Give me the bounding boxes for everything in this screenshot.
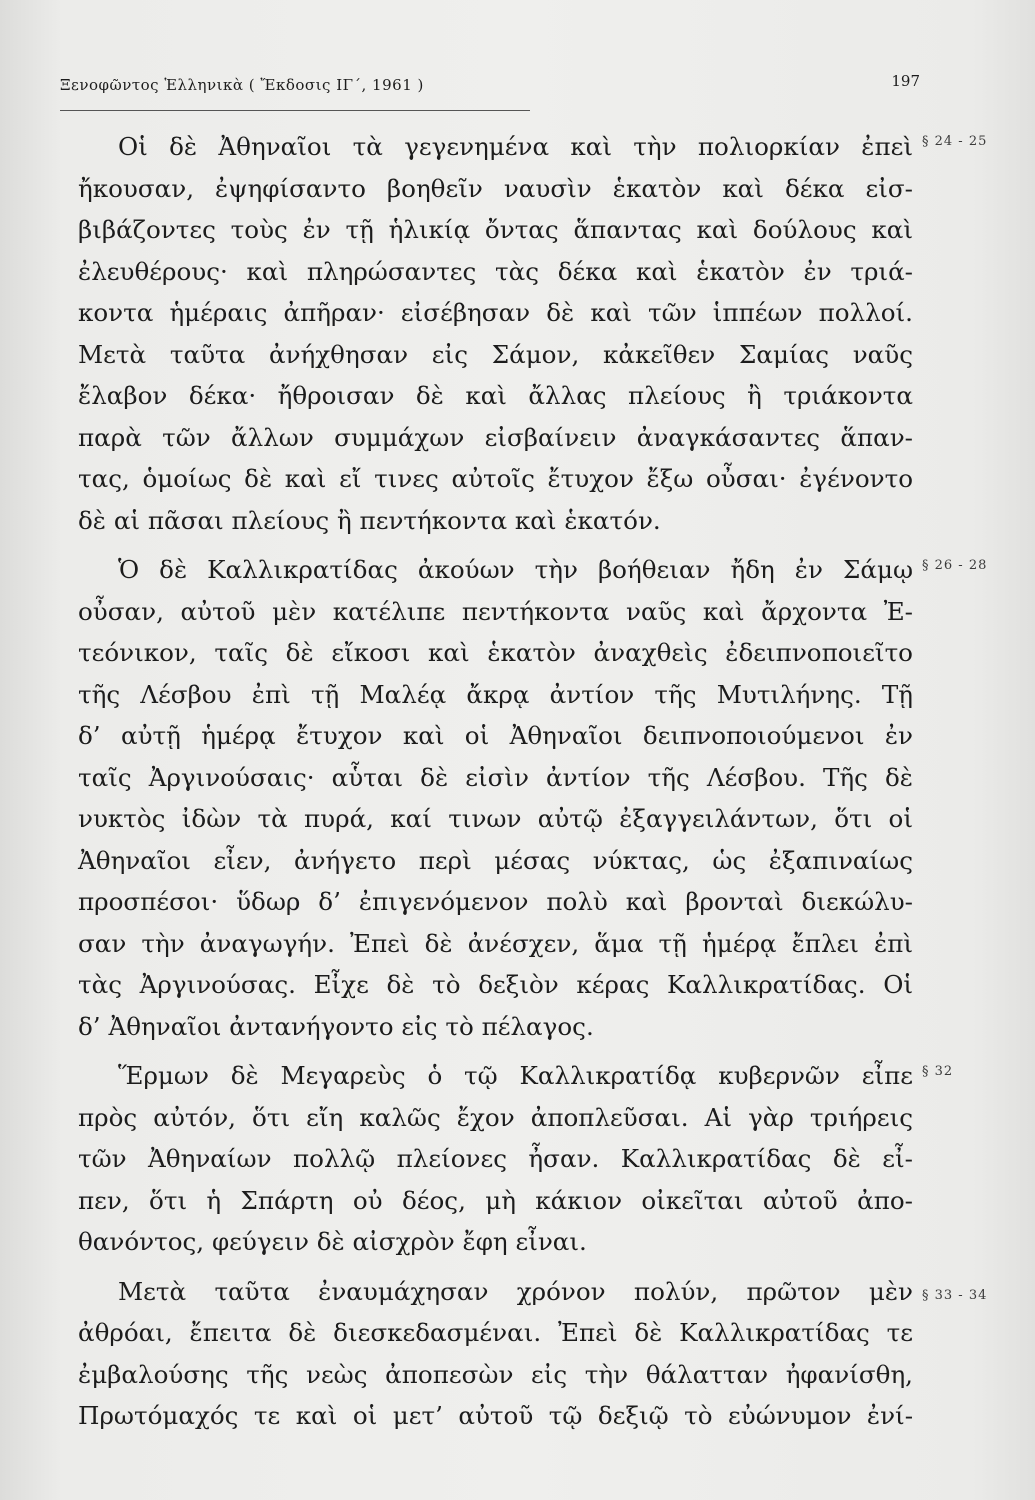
section-ref-2: § 26 - 28 bbox=[922, 558, 988, 573]
text-line: δὲ αἱ πᾶσαι πλείους ἢ πεντήκοντα καὶ ἑκατόν. bbox=[78, 505, 661, 535]
text-line: ταῖς Ἀργινούσαις· αὗται δὲ εἰσὶν ἀντίον τῆς Λέσβου. Τῆς δὲ bbox=[78, 762, 913, 792]
text-line: πρὸς αὐτόν, ὅτι εἴη καλῶς ἔχον ἀποπλεῦσαι. Αἱ γὰρ τριήρεις bbox=[78, 1102, 913, 1132]
text-line: δ’ Ἀθηναῖοι ἀντανήγοντο εἰς τὸ πέλαγος. bbox=[78, 1011, 594, 1041]
text-line: ἐμβαλούσης τῆς νεὼς ἀποπεσὼν εἰς τὴν θάλατταν ἠφανίσθη, bbox=[78, 1359, 913, 1389]
text-line: ἀθρόαι, ἔπειτα δὲ διεσκεδασμέναι. Ἐπεὶ δὲ Καλλικρατίδας τε bbox=[78, 1318, 913, 1347]
text-line: ἐλευθέρους· καὶ πληρώσαντες τὰς δέκα καὶ ἑκατὸν ἐν τριά- bbox=[78, 256, 913, 286]
paragraph-1 bbox=[78, 126, 913, 541]
text-line: παρὰ τῶν ἄλλων συμμάχων εἰσβαίνειν ἀναγκάσαντες ἅπαν- bbox=[78, 422, 913, 452]
text-line: ἔλαβον δέκα· ἤθροισαν δὲ καὶ ἄλλας πλείους ἢ τριάκοντα bbox=[78, 381, 913, 410]
text-line: Ἕρμων δὲ Μεγαρεὺς ὁ τῷ Καλλικρατίδᾳ κυβερνῶν εἶπε bbox=[118, 1061, 913, 1090]
text-line: Οἱ δὲ Ἀθηναῖοι τὰ γεγενημένα καὶ τὴν πολιορκίαν ἐπεὶ bbox=[118, 132, 913, 161]
text-line: Πρωτόμαχός τε καὶ οἱ μετ’ αὐτοῦ τῷ δεξιῷ τὸ εὐώνυμον ἐνί- bbox=[78, 1401, 913, 1430]
text-line: τας, ὁμοίως δὲ καὶ εἴ τινες αὐτοῖς ἔτυχον ἔξω οὖσαι· ἐγένοντο bbox=[78, 464, 913, 493]
text-line: ἤκουσαν, ἐψηφίσαντο βοηθεῖν ναυσὶν ἑκατὸν καὶ δέκα εἰσ- bbox=[78, 173, 913, 203]
text-line: προσπέσοι· ὕδωρ δ’ ἐπιγενόμενον πολὺ καὶ βρονταὶ διεκώλυ- bbox=[78, 887, 913, 916]
text-line: βιβάζοντες τοὺς ἐν τῇ ἡλικίᾳ ὄντας ἅπαντας καὶ δούλους καὶ bbox=[78, 215, 913, 244]
text-line: τῶν Ἀθηναίων πολλῷ πλείονες ἦσαν. Καλλικρατίδας δὲ εἶ- bbox=[78, 1144, 913, 1173]
text-line: τὰς Ἀργινούσας. Εἶχε δὲ τὸ δεξιὸν κέρας Καλλικρατίδας. Οἱ bbox=[78, 970, 913, 999]
section-ref-4: § 33 - 34 bbox=[922, 1288, 988, 1303]
paragraph-2 bbox=[78, 549, 913, 1047]
paragraph-3 bbox=[78, 1055, 913, 1263]
body-text bbox=[78, 126, 913, 1437]
text-line: Μετὰ ταῦτα ἀνήχθησαν εἰς Σάμον, κἀκεῖθεν Σαμίας ναῦς bbox=[78, 339, 913, 369]
text-line: δ’ αὐτῇ ἡμέρᾳ ἔτυχον καὶ οἱ Ἀθηναῖοι δειπνοποιούμενοι ἐν bbox=[78, 721, 913, 750]
section-ref-1: § 24 - 25 bbox=[922, 134, 988, 149]
running-title: Ξενοφῶντος Ἑλληνικὰ ( Ἔκδοσις ΙΓ΄, 1961 ) bbox=[60, 76, 424, 94]
text-line: σαν τὴν ἀναγωγήν. Ἐπεὶ δὲ ἀνέσχεν, ἅμα τῇ ἡμέρᾳ ἔπλει ἐπὶ bbox=[78, 928, 913, 958]
text-line: νυκτὸς ἰδὼν τὰ πυρά, καί τινων αὐτῷ ἐξαγγειλάντων, ὅτι οἱ bbox=[78, 804, 913, 833]
text-line: Μετὰ ταῦτα ἐναυμάχησαν χρόνον πολύν, πρῶτον μὲν bbox=[118, 1276, 913, 1306]
text-line: πεν, ὅτι ἡ Σπάρτη οὐ δέος, μὴ κάκιον οἰκεῖται αὐτοῦ ἀπο- bbox=[78, 1185, 913, 1215]
text-line: τῆς Λέσβου ἐπὶ τῇ Μαλέᾳ ἄκρᾳ ἀντίον τῆς Μυτιλήνης. Τῇ bbox=[78, 679, 913, 709]
paragraph-4 bbox=[78, 1271, 913, 1437]
text-line: τεόνικον, ταῖς δὲ εἴκοσι καὶ ἑκατὸν ἀναχθεὶς ἐδειπνοποιεῖτο bbox=[78, 638, 913, 667]
section-ref-3: § 32 bbox=[922, 1064, 954, 1079]
page-number: 197 bbox=[891, 72, 920, 90]
running-head bbox=[60, 72, 920, 112]
text-line: κοντα ἡμέραις ἀπῆραν· εἰσέβησαν δὲ καὶ τῶν ἱππέων πολλοί. bbox=[78, 298, 913, 327]
header-rule bbox=[60, 110, 530, 111]
text-line: Ὁ δὲ Καλλικρατίδας ἀκούων τὴν βοήθειαν ἤδη ἐν Σάμῳ bbox=[118, 555, 913, 584]
text-line: Ἀθηναῖοι εἶεν, ἀνήγετο περὶ μέσας νύκτας, ὡς ἐξαπιναίως bbox=[78, 845, 913, 875]
text-line: θανόντος, φεύγειν δὲ αἰσχρὸν ἔφη εἶναι. bbox=[78, 1227, 587, 1256]
text-line: οὖσαν, αὐτοῦ μὲν κατέλιπε πεντήκοντα ναῦς καὶ ἄρχοντα Ἐ- bbox=[78, 596, 913, 626]
